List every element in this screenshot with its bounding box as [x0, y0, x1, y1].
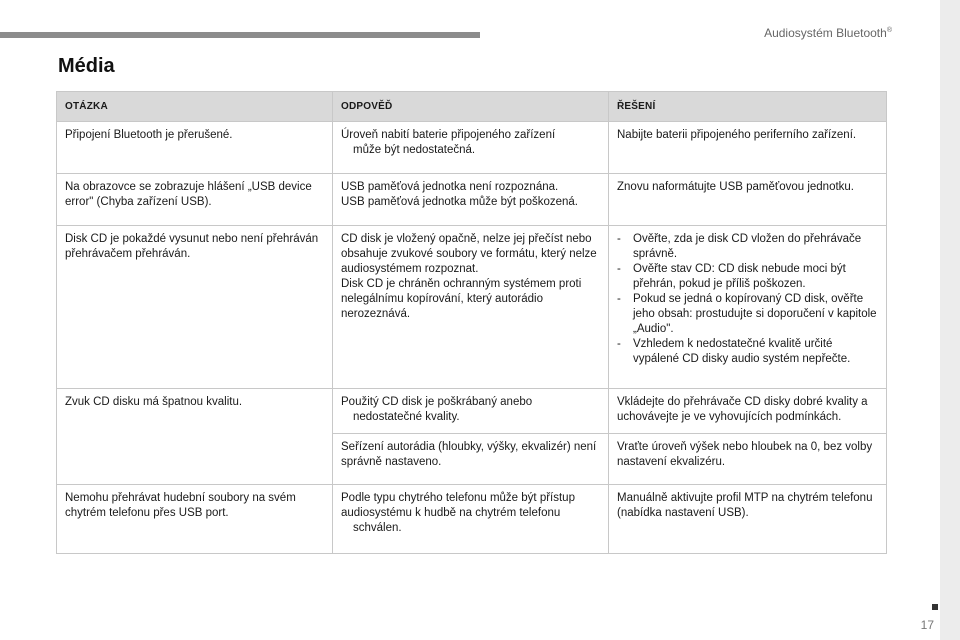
table-row: [57, 226, 887, 389]
table-row: [57, 122, 887, 174]
page-number: 17: [920, 618, 934, 632]
answer-cell: [333, 226, 609, 389]
answer-cell: [333, 485, 609, 554]
answer-text: USB paměťová jednotka může být poškozená.: [341, 196, 579, 208]
answer-text: Podle typu chytrého telefonu může být přístup audiosystému k hudbě na chytrém telefonu: [341, 492, 575, 519]
question-cell: [57, 389, 333, 485]
answer-cell: [333, 174, 609, 226]
bullet-dash: -: [617, 233, 621, 245]
solution-cell: [609, 485, 887, 554]
page-marker: [932, 604, 938, 610]
answer-text: Použitý CD disk je poškrábaný anebo: [341, 396, 533, 408]
solution-cell: [609, 122, 887, 174]
question-text: Zvuk CD disku má špatnou kvalitu.: [65, 396, 243, 408]
column-header-solution: ŘEŠENÍ: [609, 92, 887, 122]
answer-cell: [333, 434, 609, 485]
answer-text: nedostatečné kvality.: [353, 411, 460, 423]
side-strip: [940, 0, 960, 640]
question-cell: [57, 174, 333, 226]
bullet-dash: -: [617, 293, 621, 305]
solution-text: Vkládejte do přehrávače CD disky dobré kvality a uchovávejte je ve vyhovujících podmínkách.: [617, 396, 868, 423]
solution-cell: [609, 174, 887, 226]
question-cell: [57, 122, 333, 174]
solution-text: Vraťte úroveň výšek nebo hloubek na 0, bez volby nastavení ekvalizéru.: [617, 441, 873, 468]
answer-text: schválen.: [353, 522, 402, 534]
table-row: [57, 174, 887, 226]
question-text: Disk CD je pokaždé vysunut nebo není přehráván přehrávačem přehráván.: [65, 233, 319, 260]
answer-text: může být nedostatečná.: [353, 144, 476, 156]
column-header-question: OTÁZKA: [57, 92, 333, 122]
answer-text: USB paměťová jednotka není rozpoznána.: [341, 181, 559, 193]
header-rule: [0, 32, 480, 38]
table-row: [57, 485, 887, 554]
question-text: Nemohu přehrávat hudební soubory na svém chytrém telefonu přes USB port.: [65, 492, 296, 519]
running-head: [764, 26, 892, 40]
answer-text: Disk CD je chráněn ochranným systémem proti nelegálnímu kopírování, který autorádio nerozeznává.: [341, 278, 582, 320]
answer-cell: [333, 389, 609, 434]
column-header-answer: ODPOVĚĎ: [333, 92, 609, 122]
question-cell: [57, 226, 333, 389]
solution-list-item: [617, 262, 878, 292]
solution-text: Pokud se jedná o kopírovaný CD disk, ověřte jeho obsah: prostudujte si doporučení v kapitole „Audio".: [633, 293, 877, 335]
bullet-dash: -: [617, 263, 621, 275]
solution-cell: [609, 226, 887, 389]
question-cell: [57, 485, 333, 554]
bullet-dash: -: [617, 338, 621, 350]
answer-text: CD disk je vložený opačně, nelze jej přečíst nebo obsahuje zvukové soubory ve formátu, který nelze audiosystémem rozpoznat.: [341, 233, 597, 275]
solution-text: Manuálně aktivujte profil MTP na chytrém telefonu (nabídka nastavení USB).: [617, 492, 873, 519]
solution-cell: [609, 389, 887, 434]
solution-list-item: [617, 232, 878, 262]
registered-mark: ®: [886, 27, 892, 34]
answer-text: Úroveň nabití baterie připojeného zařízení: [341, 129, 556, 141]
question-text: Připojení Bluetooth je přerušené.: [65, 129, 233, 141]
solution-list-item: [617, 292, 878, 337]
answer-cell: [333, 122, 609, 174]
faq-table: [56, 91, 887, 554]
page-title: Média: [58, 55, 115, 77]
solution-text: Vzhledem k nedostatečné kvalitě určité vypálené CD disky audio systém nepřečte.: [633, 338, 851, 365]
solution-text: Ověřte, zda je disk CD vložen do přehrávače správně.: [633, 233, 862, 260]
question-text: Na obrazovce se zobrazuje hlášení „USB device error" (Chyba zařízení USB).: [65, 181, 312, 208]
table-header-row: [57, 92, 887, 122]
running-title: Audiosystém Bluetooth: [764, 26, 887, 40]
table-row: [57, 389, 887, 434]
solution-list-item: [617, 337, 878, 367]
solution-text: Nabijte baterii připojeného periferního zařízení.: [617, 129, 857, 141]
solution-cell: [609, 434, 887, 485]
answer-text: Seřízení autorádia (hloubky, výšky, ekvalizér) není správně nastaveno.: [341, 441, 597, 468]
solution-text: Ověřte stav CD: CD disk nebude moci být přehrán, pokud je příliš poškozen.: [633, 263, 846, 290]
solution-text: Znovu naformátujte USB paměťovou jednotku.: [617, 181, 855, 193]
